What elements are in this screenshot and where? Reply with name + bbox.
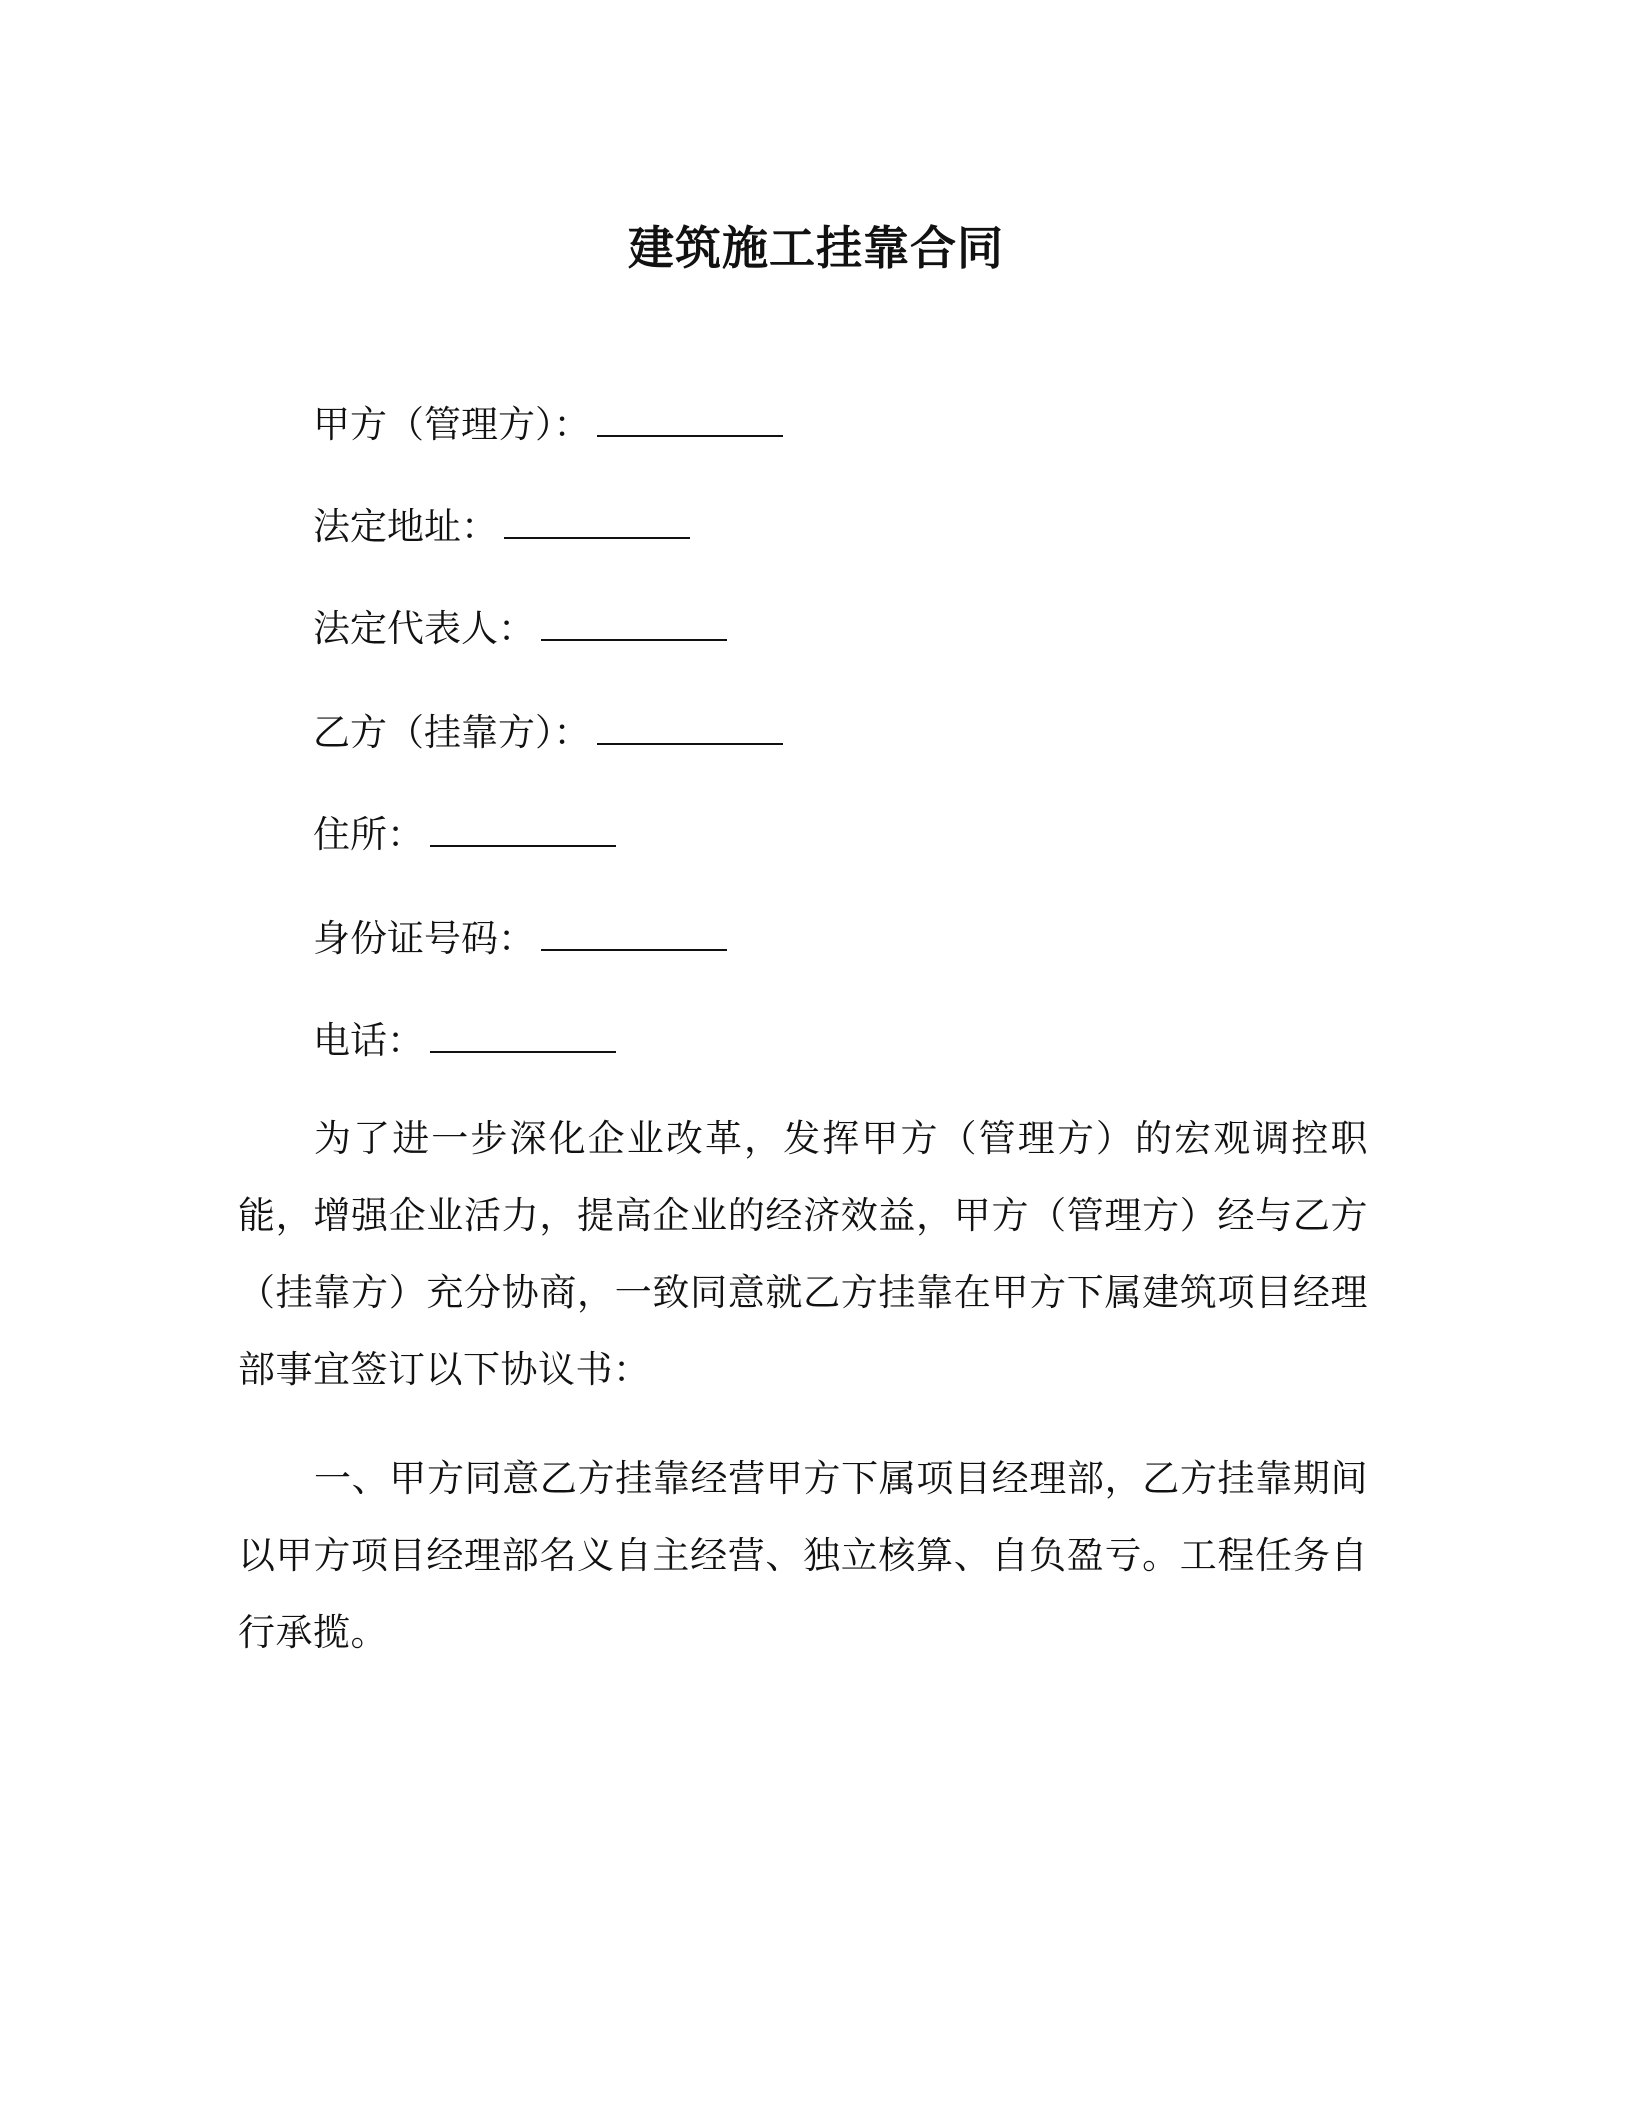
preamble-paragraph: 为了进一步深化企业改革，发挥甲方（管理方）的宏观调控职能，增强企业活力，提高企业的经济效益，甲方（管理方）经与乙方（挂靠方）充分协商，一致同意就乙方挂靠在甲方下属建筑项目经理部事宜签订以下协议书：: [238, 1117, 1368, 1391]
field-label: 法定代表人：: [313, 607, 535, 650]
field-phone: [313, 1016, 616, 1066]
clause-1-paragraph: 一、甲方同意乙方挂靠经营甲方下属项目经理部，乙方挂靠期间以甲方项目经理部名义自主经营、独立核算、自负盈亏。工程任务自行承揽。: [238, 1457, 1368, 1654]
field-party-b: [313, 708, 783, 758]
field-label: 身份证号码：: [313, 917, 535, 960]
document-title: 建筑施工挂靠合同: [628, 221, 1004, 275]
field-label: 住所：: [313, 813, 424, 856]
fill-in-blank: [597, 713, 783, 745]
field-label: 甲方（管理方）：: [313, 403, 591, 446]
field-legal-representative: [313, 604, 727, 654]
fill-in-blank: [541, 919, 727, 951]
fill-in-blank: [430, 1021, 616, 1053]
field-residence: [313, 810, 616, 860]
field-label: 乙方（挂靠方）：: [313, 711, 591, 754]
field-label: 电话：: [313, 1019, 424, 1062]
fill-in-blank: [541, 609, 727, 641]
field-party-a: [313, 400, 783, 450]
fill-in-blank: [597, 405, 783, 437]
fill-in-blank: [430, 815, 616, 847]
fill-in-blank: [504, 507, 690, 539]
field-legal-address: [313, 502, 690, 552]
field-label: 法定地址：: [313, 505, 498, 548]
field-id-number: [313, 914, 727, 964]
